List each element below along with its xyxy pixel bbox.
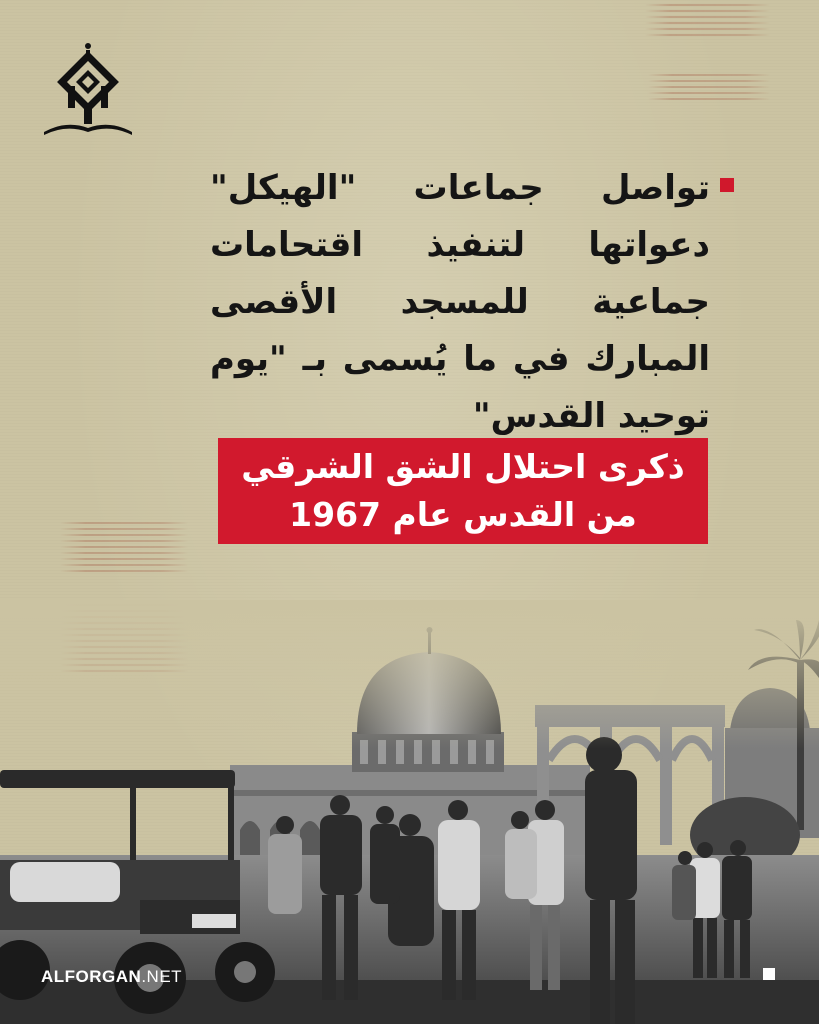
headline-text: تواصل جماعات "الهيكل" دعواتها لتنفيذ اقتحامات جماعية للمسجد الأقصى المبارك في ما يُسمى بـ "يوم توحيد القدس" [210,168,710,436]
calligraphy-book-logo-icon [40,42,136,136]
al-aqsa-photo [0,600,819,1024]
faint-text-block-top-right [645,0,770,50]
corner-square [763,968,775,980]
site-tld: .NET [141,967,183,986]
highlight-line-1: ذكرى احتلال الشق الشرقي [241,447,685,486]
site-brand: ALFORGAN [41,967,142,986]
red-bullet [720,178,734,192]
highlight-line-2: من القدس عام 1967 [289,495,637,534]
faint-text-block-right [648,70,770,112]
site-url[interactable] [41,967,182,987]
faint-text-block-left [60,518,188,598]
highlight-box [218,438,708,544]
